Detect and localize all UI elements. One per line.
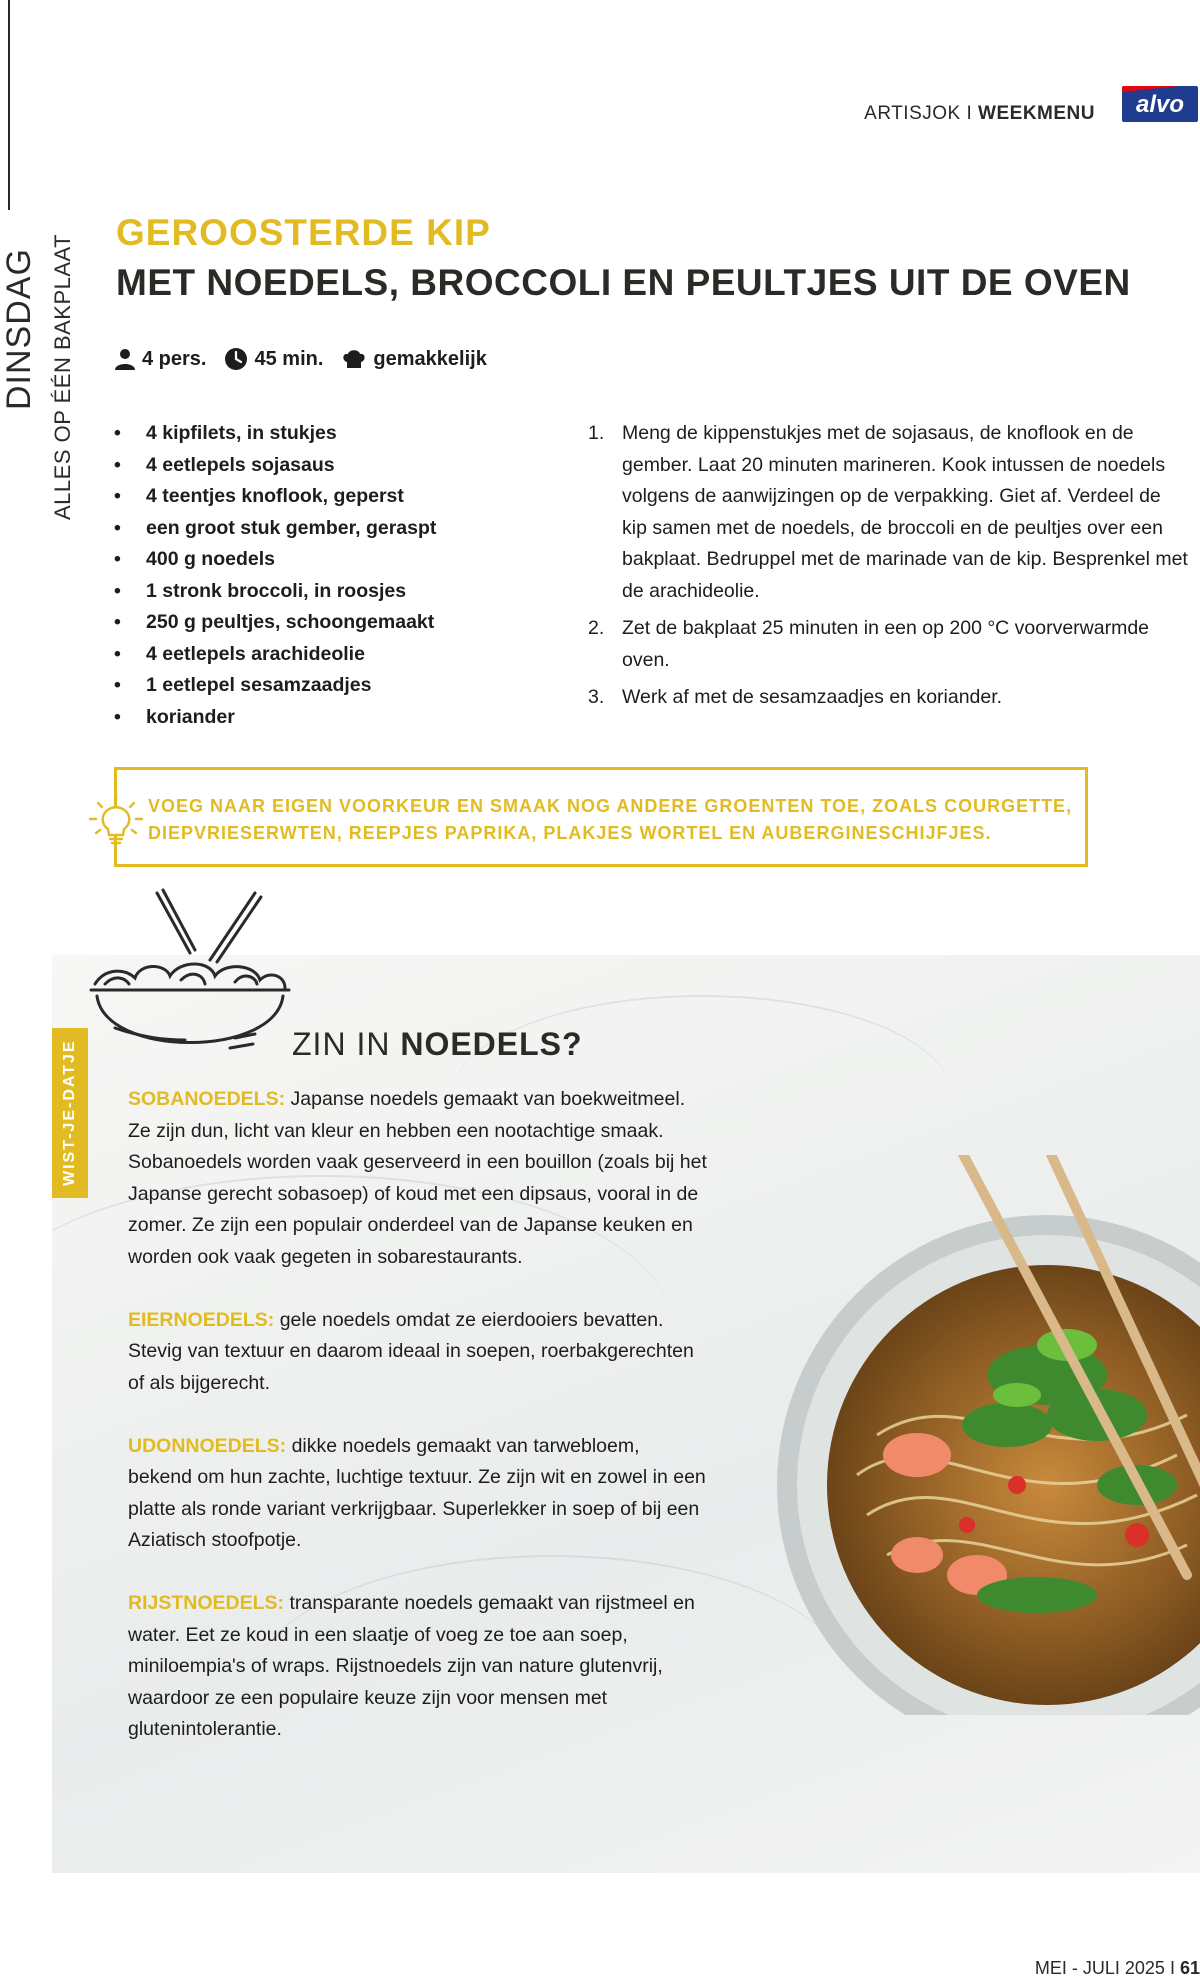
side-rule [8, 0, 10, 210]
info-title-bold: NOEDELS? [400, 1026, 583, 1062]
step-item [588, 613, 1188, 676]
chef-hat-icon [341, 346, 367, 372]
noodle-type-paragraph [128, 1431, 708, 1557]
noodle-type-label: SOBANOEDELS: [128, 1088, 286, 1110]
ingredient-list [114, 418, 534, 733]
time-meta [224, 347, 323, 371]
wist-je-datje-tab [52, 1028, 88, 1198]
noodle-type-label: EIERNOEDELS: [128, 1308, 275, 1331]
ingredient-item: • 400 g noedels [114, 544, 534, 576]
noodle-type-paragraph [128, 1305, 708, 1400]
noodle-type-label: UDONNOEDELS: [128, 1434, 287, 1457]
recipe-meta [114, 346, 487, 372]
logo-text: alvo [1135, 91, 1185, 118]
info-title [292, 1026, 583, 1063]
persons-value: 4 pers. [142, 347, 207, 370]
header-separator: I [966, 103, 973, 124]
noodle-type-text: transparante noedels gemaakt van rijstmeel en water. Eet ze koud in een slaatje of voeg ze toe aan soep, miniloempia's of wraps. Rijstnoedels zijn van nature glutenvrij, waardoor ze een populaire keuze zijn voor mensen met glutenintolerantie. [128, 1592, 695, 1740]
difficulty-meta [341, 346, 486, 372]
magazine-name: ARTISJOK [864, 103, 961, 124]
preparation-steps [588, 418, 1188, 720]
page-number: 61 [1179, 1958, 1200, 1978]
recipe-title-line2: MET NOEDELS, BROCCOLI EN PEULTJES UIT DE OVEN [116, 262, 1131, 303]
noodle-types [128, 1084, 708, 1777]
ingredient-item: • 1 eetlepel sesamzaadjes [114, 670, 534, 702]
step-text: Meng de kippenstukjes met de sojasaus, de knoflook en de gember. Laat 20 minuten marineren. Kook intussen de noedels volgens de aanwijzingen op de verpakking. Giet af. Verdeel de kip samen met de noedels, de broccoli en de peultjes over een bakplaat. Bedruppel met de marinade van de kip. Besprenkel met de arachideolie. [622, 422, 1188, 602]
step-item [588, 682, 1188, 714]
ingredient-item: • 4 teentjes knoflook, geperst [114, 481, 534, 513]
ingredient-item: • een groot stuk gember, geraspt [114, 513, 534, 545]
alvo-logo [1122, 86, 1198, 122]
lightbulb-icon [88, 791, 144, 851]
issue-label: MEI - JULI 2025 [1034, 1958, 1165, 1978]
ingredient-item: • 4 kipfilets, in stukjes [114, 418, 534, 450]
step-number: 3. [588, 686, 605, 708]
person-icon [114, 348, 136, 370]
footer-separator: I [1169, 1958, 1175, 1978]
recipe-title-line1: GEROOSTERDE KIP [116, 212, 491, 253]
difficulty-value: gemakkelijk [373, 347, 487, 370]
tab-label: WIST-JE-DATJE [61, 1039, 78, 1187]
info-title-light: ZIN IN [292, 1026, 401, 1062]
section-name: WEEKMENU [978, 103, 1095, 124]
noodle-bowl-icon [85, 888, 295, 1068]
noodle-soup-photo [717, 1155, 1200, 1715]
noodle-type-text: gele noedels omdat ze eierdooiers bevatten. Stevig van textuur en daarom ideaal in soepen, roerbakgerechten of als bijgerecht. [128, 1308, 694, 1394]
noodle-type-paragraph [128, 1084, 708, 1273]
clock-icon [224, 347, 248, 371]
noodle-type-paragraph [128, 1588, 708, 1746]
side-day-label: DINSDAG [0, 248, 38, 410]
section-header [864, 103, 1095, 125]
noodle-type-label: RIJSTNOEDELS: [128, 1592, 285, 1614]
persons-meta [114, 348, 206, 371]
time-value: 45 min. [254, 347, 324, 370]
tip-text: VOEG NAAR EIGEN VOORKEUR EN SMAAK NOG ANDERE GROENTEN TOE, ZOALS COURGETTE, DIEPVRIESERWTEN, REEPJES PAPRIKA, PLAKJES WORTEL EN AUBERGINESCHIJFJES. [148, 796, 1073, 843]
step-number: 1. [588, 422, 605, 444]
ingredient-item: • koriander [114, 702, 534, 734]
ingredient-item: • 1 stronk broccoli, in roosjes [114, 576, 534, 608]
ingredient-item: • 4 eetlepels sojasaus [114, 450, 534, 482]
noodle-type-text: Japanse noedels gemaakt van boekweitmeel. Ze zijn dun, licht van kleur en hebben een nootachtige smaak. Sobanoedels worden vaak geserveerd in een bouillon (zoals bij het Japanse gerecht sobasoep) of koud met een dipsaus, vooral in de zomer. Ze zijn een populair onderdeel van de Japanse keuken en worden ook vaak gegeten in sobarestaurants. [128, 1088, 707, 1268]
noodle-type-text: dikke noedels gemaakt van tarwebloem, bekend om hun zachte, luchtige textuur. Ze zijn wit en zowel in een platte als ronde variant verkrijgbaar. Superlekker in soep of bij een Aziatisch stoofpotje. [128, 1434, 706, 1551]
page-footer [1035, 1958, 1200, 1979]
ingredient-item: • 4 eetlepels arachideolie [114, 639, 534, 671]
step-text: Werk af met de sesamzaadjes en koriander. [622, 686, 1003, 708]
step-number: 2. [588, 617, 605, 639]
side-category-label: ALLES OP ÉÉN BAKPLAAT [50, 233, 75, 520]
step-text: Zet de bakplaat 25 minuten in een op 200 °C voorverwarmde oven. [622, 617, 1150, 671]
step-item [588, 418, 1188, 607]
ingredient-item: • 250 g peultjes, schoongemaakt [114, 607, 534, 639]
